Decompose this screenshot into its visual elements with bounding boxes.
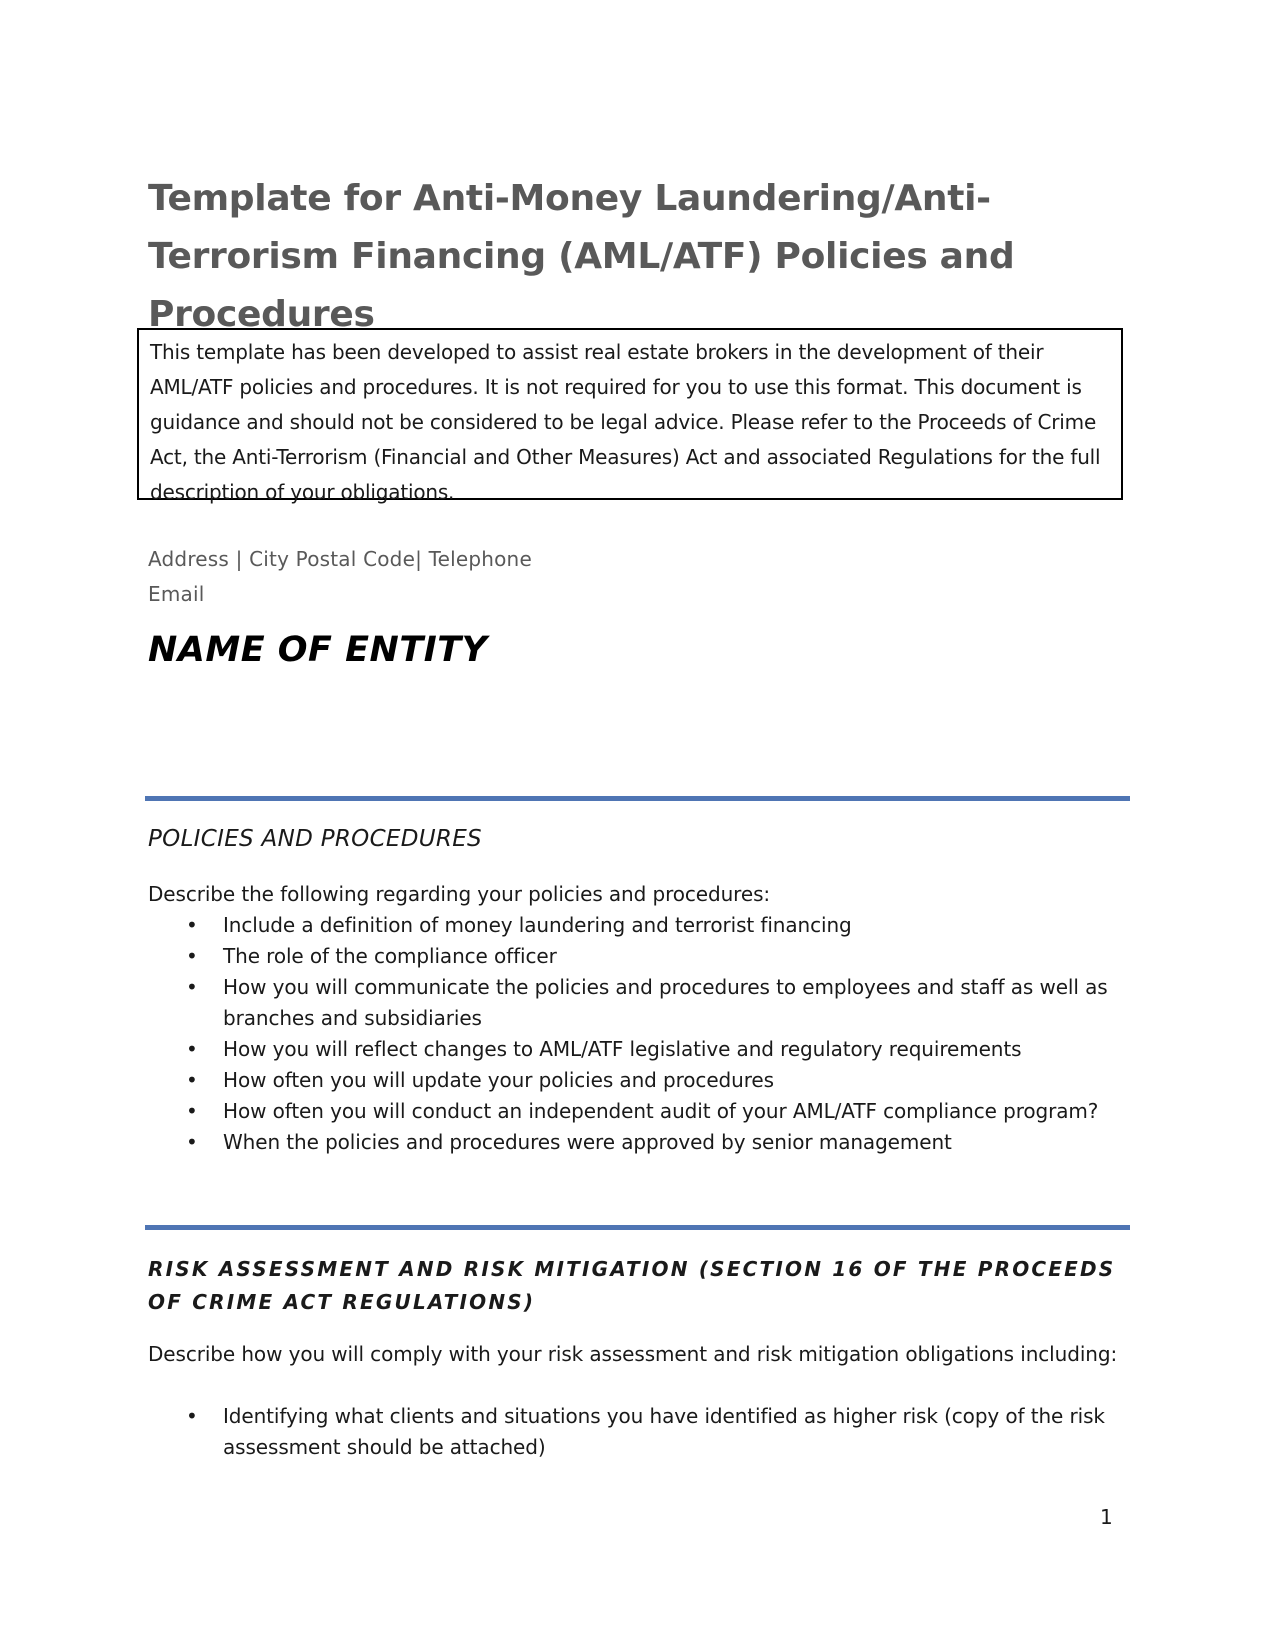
section-heading-risk-assessment: RISK ASSESSMENT AND RISK MITIGATION (SECTION 16 OF THE PROCEEDS OF CRIME ACT REGULATIONS) bbox=[148, 1257, 1116, 1314]
page-number: 1 bbox=[1100, 1505, 1113, 1529]
list-item-text: How often you will update your policies and procedures bbox=[223, 1068, 774, 1092]
list-item-text: The role of the compliance officer bbox=[223, 944, 557, 968]
list-item bbox=[148, 910, 1108, 941]
policies-bullet-list bbox=[148, 910, 1108, 1158]
disclaimer-box: This template has been developed to assist real estate brokers in the development of their AML/ATF policies and procedures. It is not required for you to use this format. This document is guidance and should not be considered to be legal advice. Please refer to the Proceeds of Crime Act, the Anti-Terrorism (Financial and Other Measures) Act and associated Regulations for the full description of your obligations. bbox=[137, 328, 1123, 500]
bullet-icon: • bbox=[186, 1099, 198, 1123]
section-divider bbox=[145, 796, 1130, 801]
bullet-icon: • bbox=[186, 1068, 198, 1092]
list-item bbox=[148, 1096, 1108, 1127]
contact-line: Address | City Postal Code| Telephone bbox=[148, 547, 532, 571]
list-item-text: When the policies and procedures were approved by senior management bbox=[223, 1130, 952, 1154]
bullet-icon: • bbox=[186, 1037, 198, 1061]
bullet-icon: • bbox=[186, 913, 198, 937]
section-intro-risk-assessment: Describe how you will comply with your risk assessment and risk mitigation obligations including: bbox=[148, 1342, 1118, 1366]
list-item-text: How you will reflect changes to AML/ATF legislative and regulatory requirements bbox=[223, 1037, 1022, 1061]
email-line: Email bbox=[148, 582, 205, 606]
section-divider bbox=[145, 1225, 1130, 1230]
list-item bbox=[148, 1127, 1108, 1158]
list-item bbox=[148, 1034, 1108, 1065]
bullet-icon: • bbox=[186, 975, 198, 999]
list-item-text: Include a definition of money laundering and terrorist financing bbox=[223, 913, 852, 937]
bullet-icon: • bbox=[186, 944, 198, 968]
risk-bullet-list bbox=[148, 1401, 1108, 1463]
bullet-icon: • bbox=[186, 1404, 198, 1428]
list-item-text: How you will communicate the policies and procedures to employees and staff as well as branches and subsidiaries bbox=[223, 975, 1108, 1030]
list-item bbox=[148, 941, 1108, 972]
list-item-text: How often you will conduct an independent audit of your AML/ATF compliance program? bbox=[223, 1099, 1099, 1123]
contact-block bbox=[148, 542, 532, 612]
bullet-icon: • bbox=[186, 1130, 198, 1154]
section-heading-policies: POLICIES AND PROCEDURES bbox=[148, 826, 482, 852]
entity-name: NAME OF ENTITY bbox=[148, 630, 488, 670]
list-item bbox=[148, 1065, 1108, 1096]
list-item bbox=[148, 1401, 1108, 1463]
list-item bbox=[148, 972, 1108, 1034]
section-intro-policies: Describe the following regarding your policies and procedures: bbox=[148, 882, 771, 906]
list-item-text: Identifying what clients and situations you have identified as higher risk (copy of the risk assessment should be attached) bbox=[223, 1404, 1105, 1459]
document-title: Template for Anti-Money Laundering/Anti-Terrorism Financing (AML/ATF) Policies and Procedures bbox=[148, 178, 1015, 335]
